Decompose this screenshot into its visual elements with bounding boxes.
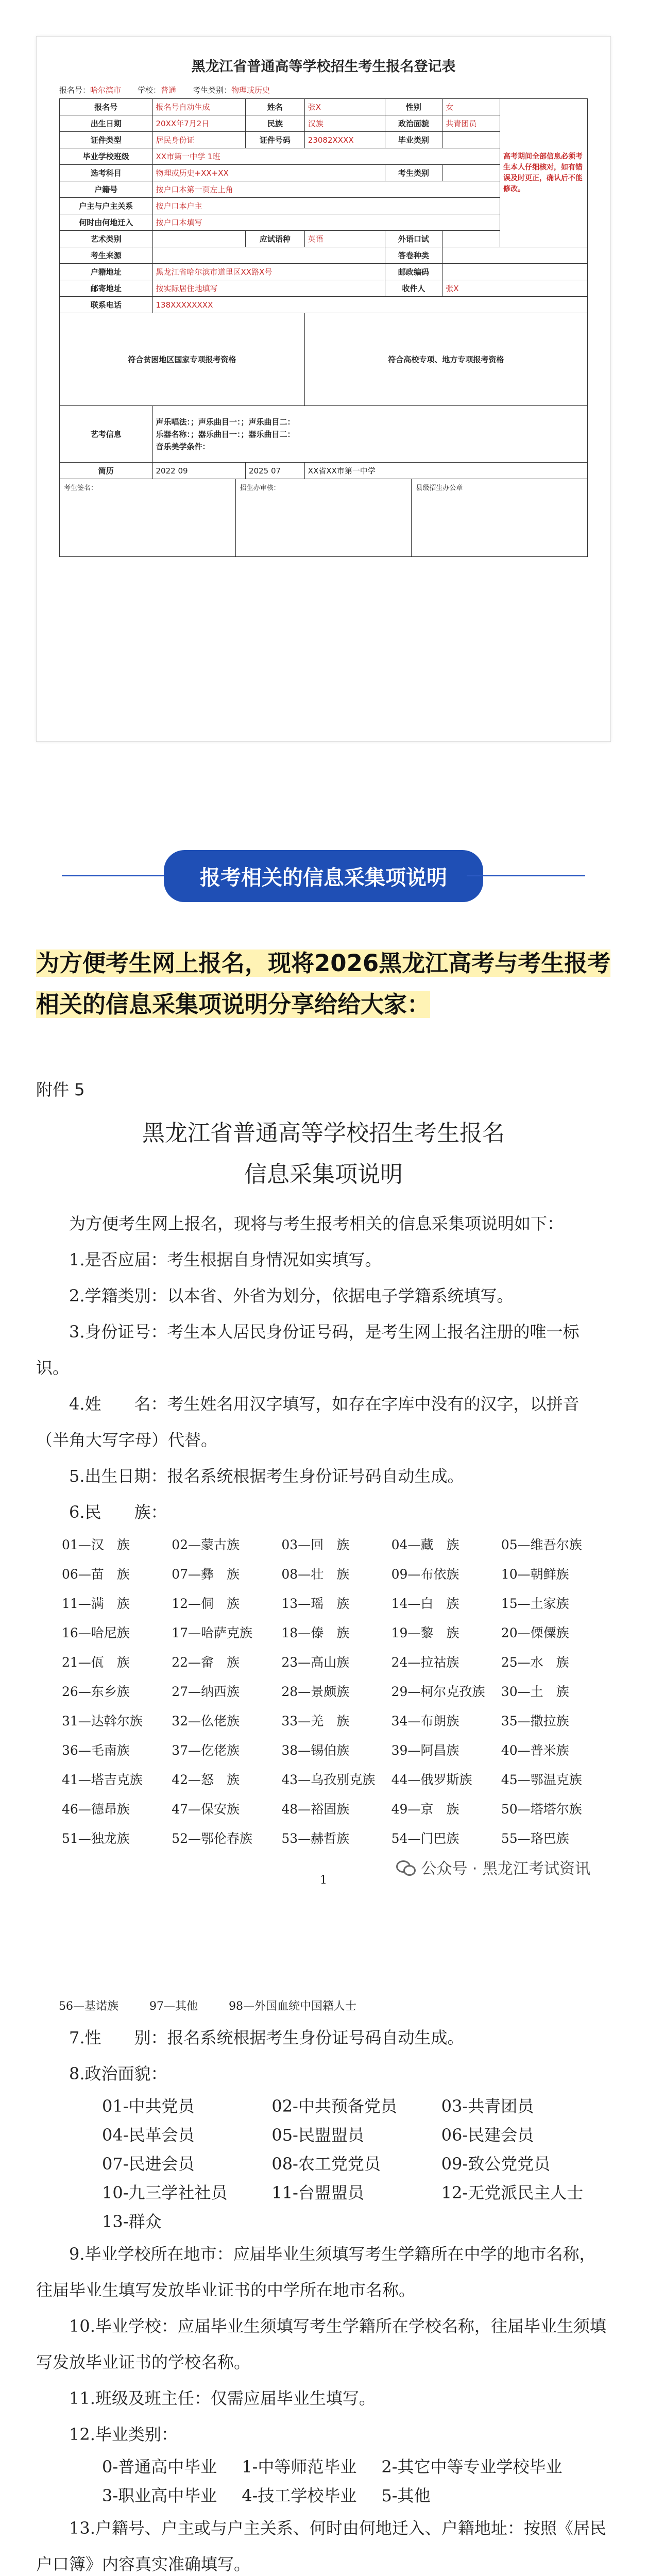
political-item: 09-致公党党员: [441, 2154, 551, 2174]
table-row: 户籍地址 黑龙江省哈尔滨市道里区XX路X号 邮政编码: [60, 264, 588, 280]
ethnic-item: 13—瑶 族: [281, 1596, 350, 1611]
table-row: 证件类型 居民身份证 证件号码 23082XXXX 毕业类别: [60, 132, 588, 148]
political-item: 01-中共党员: [102, 2096, 195, 2116]
ethnic-item: 54—门巴族: [391, 1831, 459, 1846]
ethnic-item: 11—满 族: [62, 1596, 130, 1611]
ethnic-item: 20—傈僳族: [501, 1625, 569, 1640]
ethnic-item: 48—裕固族: [281, 1802, 350, 1817]
ethnic-item: 23—高山族: [281, 1655, 350, 1670]
doc-paragraph: 7.性 别：报名系统根据考生身份证号码自动生成。: [69, 2028, 464, 2047]
political-item: 06-民建会员: [441, 2125, 534, 2145]
ethnic-item: 32—仫佬族: [172, 1714, 240, 1728]
doc-page-1: [36, 1113, 611, 1968]
ethnic-item: 27—纳西族: [172, 1684, 240, 1699]
political-item: 13-群众: [102, 2212, 162, 2231]
political-item: 05-民盟盟员: [271, 2125, 364, 2145]
sign-cell: 招生办审核：: [236, 479, 412, 556]
table-row: 何时由何地迁入 按户口本填写: [60, 214, 588, 231]
table-row: 户籍号 按户口本第一页左上角: [60, 181, 588, 198]
grad-type-item: 0-普通高中毕业: [102, 2457, 217, 2477]
doc-paragraph: 3.身份证号：考生本人居民身份证号码，是考生网上报名注册的唯一标识。: [36, 1322, 580, 1378]
political-item: 03-共青团员: [441, 2096, 534, 2116]
ethnic-item: 30—土 族: [501, 1684, 569, 1699]
table-row: 报名号 报名号自动生成 姓名 张X 性别 女 高考期间全部信息必须考生本人仔细核对，如有错误及时更正，确认后不能修改。: [60, 99, 588, 115]
divider: [467, 875, 585, 876]
ethnic-item: 28—景颇族: [281, 1684, 350, 1699]
table-row: 艺术类别 应试语种 英语 外语口试: [60, 231, 588, 247]
ethnic-item: 21—佤 族: [62, 1655, 130, 1670]
divider: [62, 875, 180, 876]
doc-paragraph: 5.出生日期：报名系统根据考生身份证号码自动生成。: [69, 1466, 464, 1486]
form-meta: [59, 84, 588, 95]
table-row: 联系电话 138XXXXXXXX: [60, 297, 588, 313]
grad-type-item: 4-技工学校毕业: [242, 2486, 357, 2505]
table-row: 毕业学校班级 XX市第一中学 1班: [60, 148, 588, 165]
ethnic-item: 45—鄂温克族: [501, 1772, 582, 1787]
ethnic-item: 02—蒙古族: [172, 1537, 240, 1552]
ethnic-item: 25—水 族: [501, 1655, 569, 1670]
political-item: 10-九三学社社员: [102, 2183, 228, 2202]
ethnic-item: 44—俄罗斯族: [391, 1772, 472, 1787]
form-meta-item: 报名号：哈尔滨市: [59, 86, 122, 95]
section-title: 报考相关的信息采集项说明: [164, 850, 483, 902]
ethnic-item: 42—怒 族: [172, 1772, 240, 1787]
ethnic-item: 14—白 族: [391, 1596, 459, 1611]
grad-type-item: 5-其他: [381, 2486, 431, 2505]
graduation-type-list: [36, 2452, 611, 2510]
ethnic-item: 47—保安族: [172, 1802, 240, 1817]
ethnic-item: 04—藏 族: [391, 1537, 459, 1552]
ethnic-item: 03—回 族: [281, 1537, 350, 1552]
form-meta-item: 考生类别：物理或历史: [193, 86, 270, 95]
ethnic-item: 18—傣 族: [281, 1625, 350, 1640]
ethnic-item: 05—维吾尔族: [501, 1537, 582, 1552]
political-item: 04-民革会员: [102, 2125, 195, 2145]
watermark: 公众号 · 黑龙江考试资讯: [36, 1856, 611, 1878]
ethnic-item: 43—乌孜别克族: [281, 1772, 376, 1787]
ethnic-item: 50—塔塔尔族: [501, 1802, 582, 1817]
ethnic-item: 49—京 族: [391, 1802, 459, 1817]
ethnic-item: 40—普米族: [501, 1743, 569, 1758]
grad-type-item: 2-其它中等专业学校毕业: [381, 2457, 563, 2477]
ethnic-item: 52—鄂伦春族: [172, 1831, 252, 1846]
doc-paragraph: 为方便考生网上报名，现将与考生报考相关的信息采集项说明如下：: [69, 1214, 564, 1233]
ethnic-item: 26—东乡族: [62, 1684, 130, 1699]
ethnic-item: 24—拉祜族: [391, 1655, 459, 1670]
table-row: 考生来源 答卷种类: [60, 247, 588, 264]
political-item: 12-无党派民主人士: [441, 2183, 584, 2202]
ethnic-item: 12—侗 族: [172, 1596, 240, 1611]
table-row: 户主与户主关系 按户口本户主: [60, 198, 588, 214]
doc-paragraph: 1.是否应届：考生根据自身情况如实填写。: [69, 1250, 382, 1269]
ethnic-item: 33—羌 族: [281, 1714, 350, 1728]
political-item: 07-民进会员: [102, 2154, 195, 2174]
ethnic-item: 10—朝鲜族: [501, 1567, 569, 1582]
section-header: [0, 845, 647, 907]
ethnic-item: 09—布依族: [391, 1567, 459, 1582]
intro-text: 为方便考生网上报名，现将2026黑龙江高考与考生报考相关的信息采集项说明分享给给大家：: [36, 950, 611, 1018]
local-special-cell: 符合高校专项、地方专项报考资格: [304, 313, 587, 406]
doc-paragraph: 9.毕业学校所在地市：应届毕业生须填写考生学籍所在中学的地市名称，往届毕业生填写发放毕业证书的中学所在地市名称。: [36, 2244, 596, 2300]
ethnic-item: 29—柯尔克孜族: [391, 1684, 485, 1699]
doc-paragraph: 12.毕业类别：: [69, 2425, 178, 2444]
wechat-icon: [396, 1859, 416, 1875]
ethnic-item: 41—塔吉克族: [62, 1772, 143, 1787]
signature-row: [59, 479, 588, 557]
ethnic-item: 34—布朗族: [391, 1714, 459, 1728]
doc-paragraph: 2.学籍类别：以本省、外省为划分，依据电子学籍系统填写。: [69, 1286, 514, 1306]
table-row: 简历 2022 09 2025 07 XX省XX市第一中学: [60, 463, 588, 479]
ethnic-item: 17—哈萨克族: [172, 1625, 252, 1640]
sign-cell: 考生签名：: [60, 479, 236, 556]
ethnic-item: 53—赫哲族: [281, 1831, 350, 1846]
political-list: [36, 2092, 611, 2236]
attachment-label: 附件 5: [36, 1080, 85, 1099]
sign-cell: 县级招生办公章: [416, 484, 463, 492]
registration-form: [36, 36, 611, 742]
table-row: [60, 313, 588, 406]
doc-paragraph: 13.户籍号、户主或与户主关系、何时由何地迁入、户籍地址：按照《居民户口簿》内容真实准确填写。: [36, 2518, 606, 2574]
ethnic-item: 15—土家族: [501, 1596, 569, 1611]
page-number: 1: [320, 1874, 327, 1887]
ethnic-item: 06—苗 族: [62, 1567, 130, 1582]
doc-paragraph: 6.民 族：: [69, 1502, 167, 1522]
ethnic-item: 19—黎 族: [391, 1625, 459, 1640]
political-item: 02-中共预备党员: [271, 2096, 397, 2116]
doc-title: 黑龙江省普通高等学校招生考生报名: [142, 1120, 505, 1146]
doc-paragraph: 10.毕业学校：应届毕业生须填写考生学籍所在学校名称，往届毕业生须填写发放毕业证书的学校名称。: [36, 2316, 606, 2372]
ethnic-item: 35—撒拉族: [501, 1714, 569, 1728]
doc-paragraph: 4.姓 名：考生姓名用汉字填写，如存在字库中没有的汉字，以拼音（半角大写字母）代替。: [36, 1394, 580, 1450]
ethnic-item: 55—珞巴族: [501, 1831, 569, 1846]
ethnic-item: 36—毛南族: [62, 1743, 130, 1758]
table-row: 选考科目 物理或历史+XX+XX 考生类别: [60, 165, 588, 181]
ethnic-item: 39—阿昌族: [391, 1743, 459, 1758]
ethnic-item: 07—彝 族: [172, 1567, 240, 1582]
form-title: 黑龙江省普通高等学校招生考生报名登记表: [191, 59, 456, 75]
form-note: 高考期间全部信息必须考生本人仔细核对，如有错误及时更正，确认后不能修改。: [500, 99, 588, 247]
ethnic-list: [36, 1530, 611, 1853]
doc-page-2: [36, 1973, 611, 2576]
ethnic-item: 31—达斡尔族: [62, 1714, 143, 1728]
ethnic-item: 38—锡伯族: [281, 1743, 350, 1758]
table-row: 邮寄地址 按实际居住地填写 收件人 张X: [60, 280, 588, 297]
grad-type-item: 1-中等师范毕业: [242, 2457, 357, 2477]
ethnic-extra: 56—基诺族 97—其他 98—外国血统中国籍人士: [59, 2000, 356, 2013]
ethnic-item: 22—畲 族: [172, 1655, 240, 1670]
ethnic-item: 16—哈尼族: [62, 1625, 130, 1640]
doc-title: 信息采集项说明: [244, 1161, 403, 1188]
table-row: 出生日期 20XX年7月2日 民族 汉族 政治面貌 共青团员: [60, 115, 588, 132]
doc-paragraph: 8.政治面貌：: [69, 2064, 167, 2083]
form-meta-item: 学校：普通: [138, 86, 177, 95]
political-item: 11-台盟盟员: [271, 2183, 364, 2202]
registration-table: [59, 98, 588, 479]
ethnic-item: 51—独龙族: [62, 1831, 130, 1846]
doc-paragraph: 11.班级及班主任：仅需应届毕业生填写。: [69, 2388, 376, 2408]
special-plan-cell: 符合贫困地区国家专项报考资格: [60, 313, 305, 406]
table-row: 艺考信息 声乐唱法：；声乐曲目一：；声乐曲目二： 乐器名称：；器乐曲目一：；器乐曲目二： 音乐美学条件：: [60, 406, 588, 463]
ethnic-item: 37—仡佬族: [172, 1743, 240, 1758]
ethnic-item: 46—德昂族: [62, 1802, 130, 1817]
ethnic-item: 01—汉 族: [62, 1537, 130, 1552]
ethnic-item: 08—壮 族: [281, 1567, 350, 1582]
political-item: 08-农工党党员: [271, 2154, 381, 2174]
grad-type-item: 3-职业高中毕业: [102, 2486, 217, 2505]
